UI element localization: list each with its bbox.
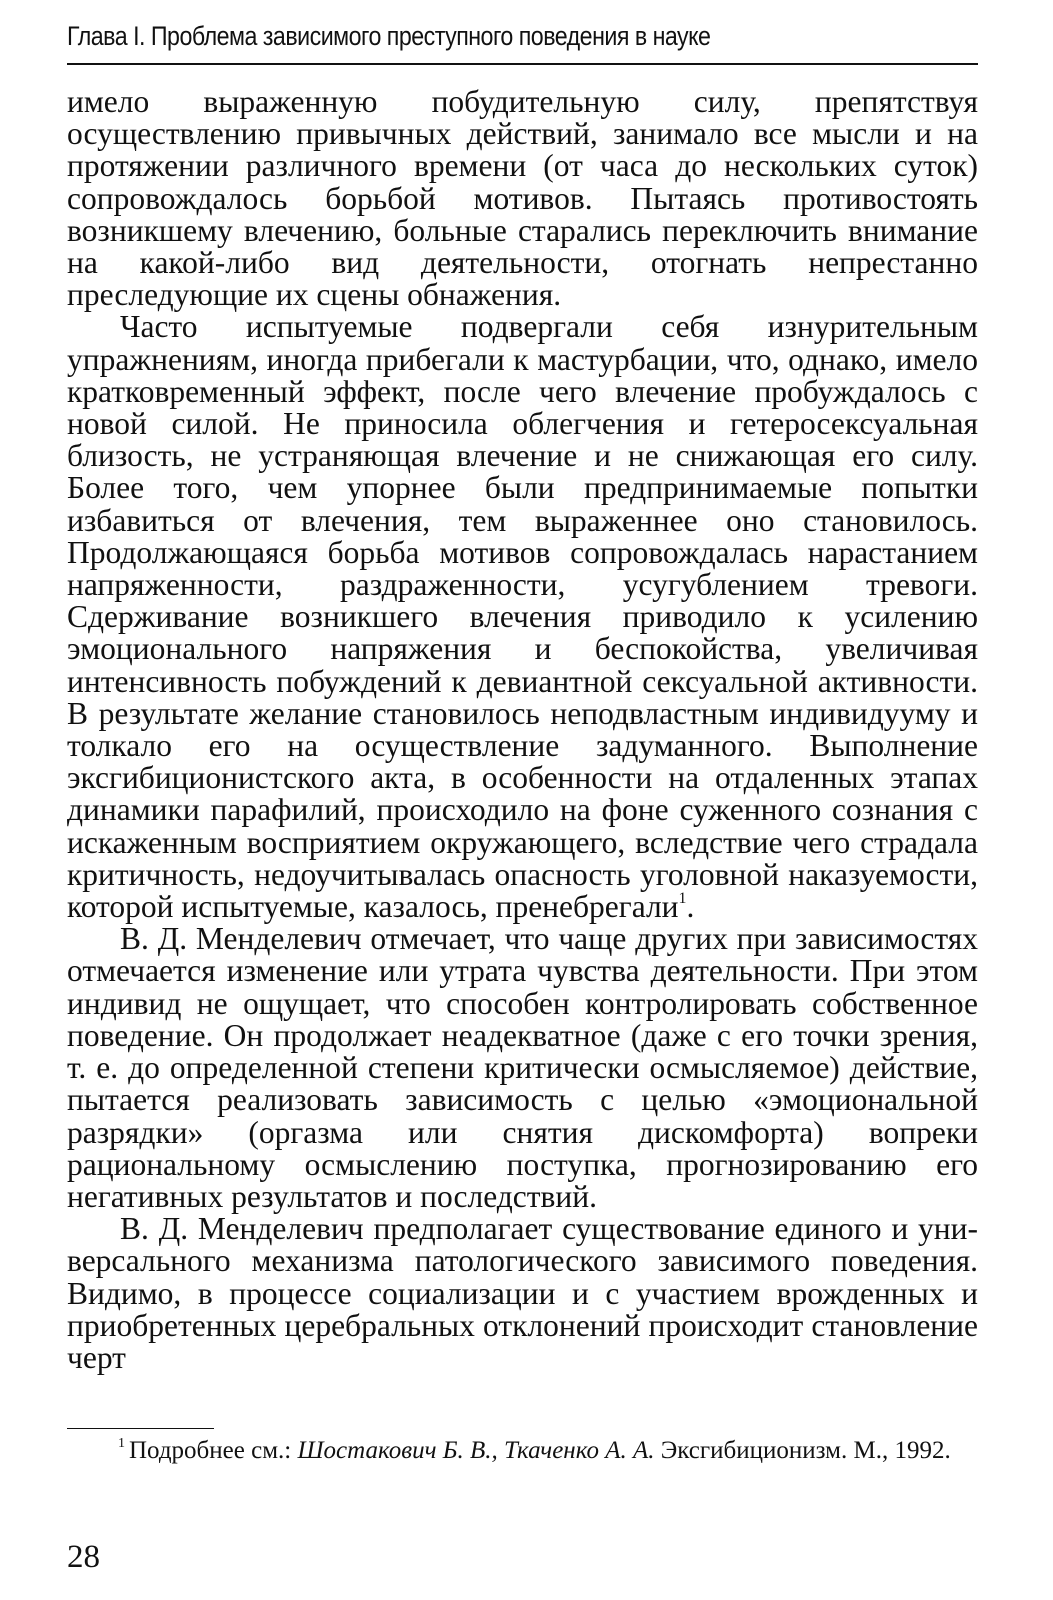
- header-rule: [67, 63, 978, 65]
- running-head-title: Глава I. Проблема зависимого преступного поведения в науке: [67, 21, 711, 51]
- main-text: [67, 86, 978, 1374]
- paragraph-end-punct: .: [686, 889, 695, 925]
- paragraph: В. Д. Менделевич отмечает, что чаще других при зависимостях отмечается изменение или утрата чувства деятельности. При этом индивид не ощущает, что способен контролировать собственное поведение. Он продолжает неадекватное (даже с его точки зрения, т. е. до определенной степени критически осмысляемое) действие, пытается реализовать зависимость с целью «эмоциональной разрядки» (оргазма или снятия дискомфорта) вопреки рациональному осмыслению поступка, прогнозированию его негативных результатов и последствий.: [67, 921, 978, 1214]
- footnote-authors: Шостакович Б. В., Ткаченко А. А.: [297, 1437, 655, 1464]
- footnote-reference: 1: [678, 890, 687, 908]
- paragraph: [67, 311, 978, 923]
- footnote-rule: [67, 1428, 214, 1429]
- paragraph-continued: имело выраженную побудительную силу, препятствуя осуществлению привычных действий, занимало все мысли и на протяжении различного времени (от часа до нескольких суток) сопровождалось борьбой мотивов. Пытаясь противостоять возникшему влечению, больные старались переключить внимание на какой-либо вид деятельности, отогнать непрестанно преследующие их сцены обнажения.: [67, 84, 978, 313]
- page-number: 28: [67, 1539, 100, 1575]
- footnote-mark: 1: [118, 1436, 125, 1451]
- footnote-prefix: Подробнее см.:: [129, 1437, 298, 1464]
- paragraph-text: Часто испытуемые подвергали себя изнурительным упражнениям, иногда прибегали к мастурбации, что, однако, имело кратковременный эффект, после чего влечение пробуждалось с новой силой. Не приносила облегчения и гетеросексуальная близость, не устраняющая влечение и не снижающая его силу. Более того, чем упорнее были предпринимаемые попытки избавиться от влечения, тем выраженнее оно становилось. Продолжающаяся борьба мотивов сопровождалась нарастанием напряженности, раздраженности, усугублением тревоги. Сдерживание возникшего влечения приводило к усилению эмоционального напряжения и беспокойства, увеличивая интенсивность побуждений к девиантной сексуальной активности. В результате желание становилось неподвластным индивидууму и толкало его на осуществление задуманного. Выполнение эксгибиционистского акта, в особенности на отдаленных этапах динамики парафилий, происходило на фоне суженного сознания с искаженным восприятием окружающего, вследствие чего страдала критичность, недоучитывалась опасность уголовной наказуемости, которой испытуемые, казалось, пренебрегали: [67, 309, 978, 925]
- footnote-title: Эксгибиционизм. М., 1992.: [654, 1437, 951, 1464]
- footnote: [118, 1436, 978, 1466]
- paragraph: В. Д. Менделевич предполагает существование единого и универсального механизма патологического зависимого поведения. Видимо, в процессе социализации и с участием врожденных и приобретенных церебральных отклонений происходит становление черт: [67, 1211, 978, 1375]
